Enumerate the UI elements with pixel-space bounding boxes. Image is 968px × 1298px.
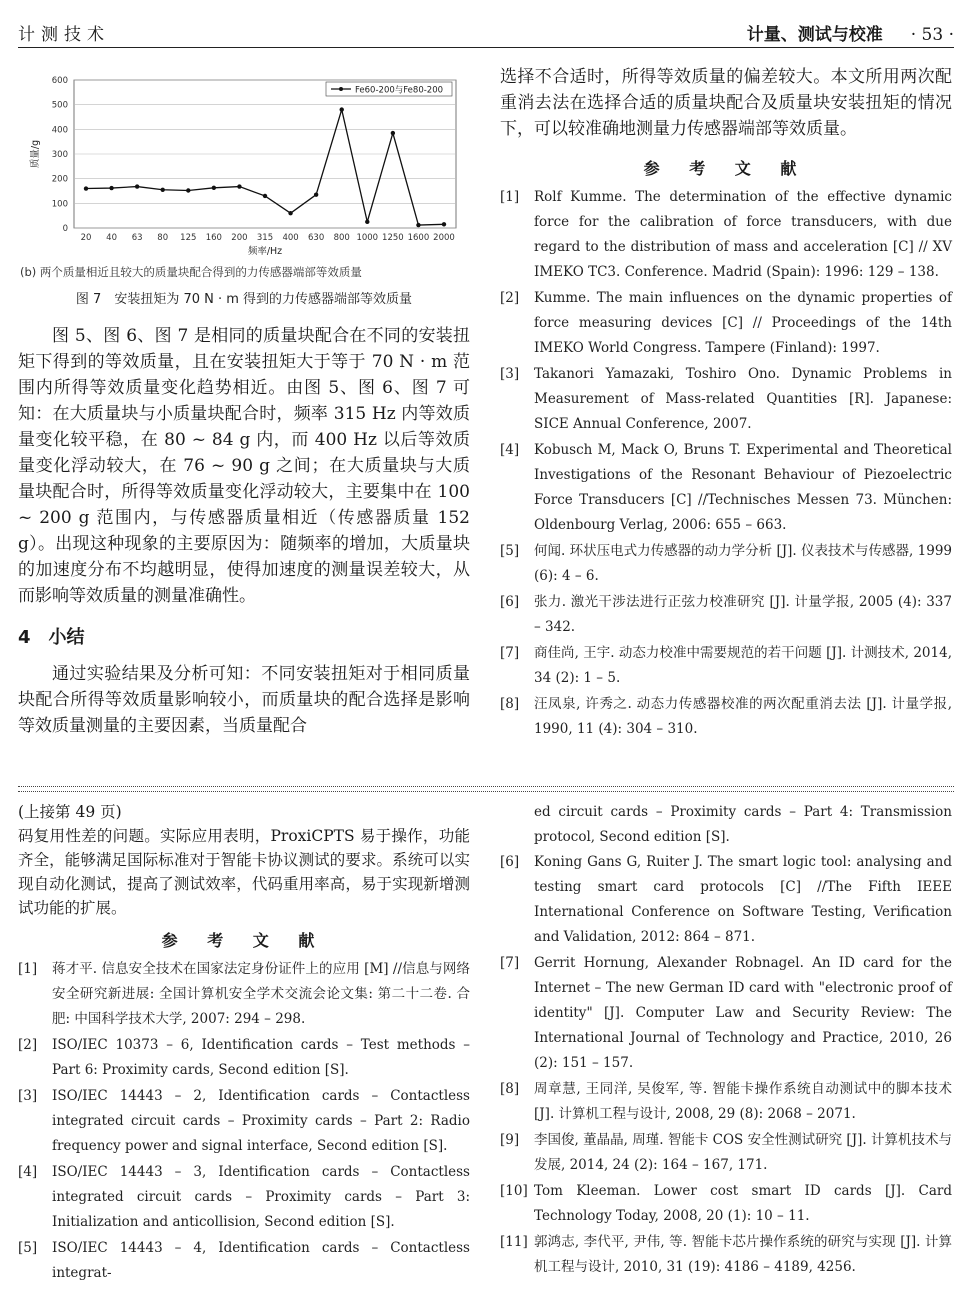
figure-caption: 图 7 安装扭矩为 70 N · m 得到的力传感器端部等效质量 (75, 292, 413, 307)
data-point (288, 211, 292, 215)
reference-number: [2] (18, 1037, 38, 1053)
reference-number: [3] (500, 366, 520, 382)
reference-item (500, 438, 952, 538)
reference-number: [5] (18, 1240, 38, 1256)
reference-text: 周章慧, 王同洋, 吴俊军, 等. 智能卡操作系统自动测试中的脚本技术 [J]. 计算机工程与设计, 2008, 29 (8): 2068 – 2071. (534, 1081, 952, 1122)
reference-number: [11] (500, 1234, 528, 1250)
body-paragraph-3: 选择不合适时，所得等效质量的偏差较大。本文所用两次配重消去法在选择合适的质量块配合及质量块安装扭矩的情况下，可以较准确地测量力传感器端部等效质量。 (500, 67, 952, 139)
reference-item (500, 850, 952, 950)
reference-text: 商佳尚, 王宇. 动态力校准中需要规范的若干问题 [J]. 计测技术, 2014, 34 (2): 1 – 5. (534, 645, 952, 686)
references-list-bottom-left (18, 957, 470, 1286)
x-tick-label: 2000 (433, 233, 455, 243)
article-divider (18, 786, 954, 792)
data-point (135, 184, 139, 188)
reference-item (500, 1128, 952, 1178)
reference-item (18, 1084, 470, 1159)
reference-number: [4] (18, 1164, 38, 1180)
data-point (109, 186, 113, 190)
right-column-top (500, 64, 952, 742)
y-tick-label: 200 (51, 174, 68, 185)
page-number: · 53 · (910, 25, 954, 45)
x-tick-label: 1250 (382, 233, 404, 243)
reference-number: [8] (500, 696, 520, 712)
reference-item (18, 1160, 470, 1235)
body-paragraph-2: 通过实验结果及分析可知：不同安装扭矩对于相同质量块配合所得等效质量影响较小，而质量块的配合选择是影响等效质量测量的主要因素，当质量配合 (18, 664, 470, 736)
reference-item (500, 539, 952, 589)
reference-number: [6] (500, 854, 520, 870)
reference-number: [10] (500, 1183, 528, 1199)
reference-item (500, 590, 952, 640)
x-tick-label: 1000 (356, 233, 379, 243)
body-paragraph-1: 图 5、图 6、图 7 是相同的质量块配合在不同的安装扭矩下得到的等效质量，且在安装扭矩大于等于 70 N · m 范围内所得等效质量变化趋势相近。由图 5、图 6、图 7 可知：在大质量块与小质量块配合时，频率 315 Hz 内等效质量变化较平稳，在 80 ~ 84 g 内，而 400 Hz 以后等效质量变化浮动较大，在 76 ~ 90 g 之间；在大质量块与大质量块配合时，所得等效质量变化浮动较大，主要集中在 100 ~ 200 g 范围内，与传感器质量相近（传感器质量 152 g）。出现这种现象的主要原因为：随频率的增加，大质量块的加速度分布不均越明显，使得加速度的测量误差较大，从而影响等效质量的测量准确性。 (18, 326, 470, 606)
reference-text: 李国俊, 董晶晶, 周瑾. 智能卡 COS 安全性测试研究 [J]. 计算机技术与发展, 2014, 24 (2): 164 – 167, 171. (534, 1132, 952, 1173)
x-tick-label: 1600 (407, 233, 430, 243)
legend-label: Fe60-200与Fe80-200 (355, 85, 444, 96)
line-chart (18, 60, 470, 260)
data-point (161, 188, 165, 192)
x-tick-label: 80 (157, 233, 169, 243)
reference-item (500, 1179, 952, 1229)
x-tick-label: 800 (333, 233, 350, 243)
reference-number: [2] (500, 290, 520, 306)
x-tick-label: 630 (308, 233, 325, 243)
data-point (416, 223, 420, 227)
figure-subcaption: (b) 两个质量相近且较大的质量块配合得到的力传感器端部等效质量 (20, 265, 362, 279)
reference-number: [1] (18, 961, 38, 977)
x-tick-label: 63 (131, 233, 143, 243)
data-point (365, 220, 369, 224)
reference-number: [5] (500, 543, 520, 559)
section-name: 计量、测试与校准 (746, 25, 883, 45)
reference-item (18, 1033, 470, 1083)
x-tick-label: 160 (205, 233, 222, 243)
reference-number: [6] (500, 594, 520, 610)
reference-text: ISO/IEC 14443 – 2, Identification cards – Contactless integrated circuit cards – Proximity cards – Part 2: Radio frequency power and signal interface, Second edition [S]. (52, 1088, 470, 1154)
x-tick-label: 200 (231, 233, 248, 243)
references-list-bottom-right (500, 850, 952, 1280)
reference-continuation: ed circuit cards – Proximity cards – Part 4: Transmission protocol, Second edition [S]. (534, 804, 952, 845)
series-line (86, 110, 444, 225)
x-tick-label: 400 (282, 233, 299, 243)
y-tick-label: 400 (51, 125, 68, 136)
y-tick-label: 100 (51, 199, 68, 210)
reference-text: Takanori Yamazaki, Toshiro Ono. Dynamic Problems in Measurement of Mass-related Quantities [R]. Japanese: SICE Annual Conference, 2007. (534, 366, 952, 432)
y-tick-label: 500 (51, 100, 68, 111)
left-column-top (18, 60, 470, 739)
y-tick-label: 0 (62, 224, 68, 234)
reference-text: Gerrit Hornung, Alexander Robnagel. An ID card for the Internet – The new German ID card with "electronic proof of identity" [J]. Computer Law and Security Review: The International Journal of Technology and Practice, 2010, 26 (2): 151 – 157. (534, 955, 952, 1071)
continued-label: (上接第 49 页) (18, 803, 122, 821)
x-tick-label: 125 (180, 233, 197, 243)
y-tick-label: 300 (51, 150, 68, 160)
references-list-top (500, 185, 952, 742)
reference-text: Kumme. The main influences on the dynamic properties of force measuring devices [C] // Proceedings of the 14th IMEKO World Congress. Tampere (Finland): 1997. (534, 290, 952, 356)
reference-text: 郭鸿志, 李代平, 尹伟, 等. 智能卡芯片操作系统的研究与实现 [J]. 计算机工程与设计, 2010, 31 (19): 4186 – 4189, 4256. (534, 1234, 952, 1275)
reference-number: [4] (500, 442, 520, 458)
journal-name: 计测技术 (18, 25, 110, 45)
reference-text: 汪凤泉, 许秀之. 动态力传感器校准的两次配重消去法 [J]. 计量学报, 1990, 11 (4): 304 – 310. (534, 696, 952, 737)
reference-number: [3] (18, 1088, 38, 1104)
data-point (263, 194, 267, 198)
reference-text: 蒋才平. 信息安全技术在国家法定身份证件上的应用 [M] //信息与网络安全研究新进展: 全国计算机安全学术交流会论文集: 第二十二卷. 合肥: 中国科学技术大学, 2007: 294 – 298. (52, 961, 470, 1027)
reference-item (500, 185, 952, 285)
data-point (237, 184, 241, 188)
reference-item (500, 362, 952, 437)
reference-text: Koning Gans G, Ruiter J. The smart logic tool: analysing and testing smart card protocols [C] //The Fifth IEEE International Conference on Software Testing, Verification and Validation, 2012: 864 – 871. (534, 854, 952, 945)
data-point (391, 131, 395, 135)
right-column-bottom (500, 800, 952, 1280)
left-column-bottom (18, 800, 470, 1286)
reference-item (500, 641, 952, 691)
reference-text: Rolf Kumme. The determination of the effective dynamic force for the calibration of force transducers, with due regard to the distribution of mass and acceleration [C] // XV IMEKO TC3. Conference. Madrid (Spain): 1996: 129 – 138. (534, 189, 952, 280)
data-point (84, 186, 88, 190)
section-title-header (747, 20, 954, 45)
reference-text: 何闻. 环状压电式力传感器的动力学分析 [J]. 仪表技术与传感器, 1999 (6): 4 – 6. (534, 543, 952, 584)
reference-text: ISO/IEC 14443 – 3, Identification cards – Contactless integrated circuit cards – Proximity cards – Part 3: Initialization and anticollision, Second edition [S]. (52, 1164, 470, 1230)
reference-item (18, 957, 470, 1032)
data-point (314, 193, 318, 197)
reference-item (500, 1077, 952, 1127)
reference-number: [1] (500, 189, 520, 205)
y-tick-label: 600 (51, 76, 68, 86)
x-tick-label: 315 (256, 233, 274, 243)
x-tick-label: 20 (80, 233, 92, 243)
data-point (340, 107, 344, 111)
data-point (186, 188, 190, 192)
x-axis-label: 频率/Hz (247, 246, 283, 257)
y-axis-label: 质量/g (30, 139, 41, 169)
references-heading-2: 参 考 文 献 (161, 931, 327, 950)
page-header (18, 0, 954, 48)
reference-text: Tom Kleeman. Lower cost smart ID cards [J]. Card Technology Today, 2008, 20 (1): 10 – 11. (534, 1183, 952, 1224)
data-point (212, 186, 216, 190)
references-heading: 参 考 文 献 (643, 159, 809, 178)
reference-text: Kobusch M, Mack O, Bruns T. Experimental and Theoretical Investigations of the Resonant Behaviour of Piezoelectric Force Transducers [C] //Technisches Messen 73. München: Oldenbourg Verlag, 2006: 655 – 663. (534, 442, 952, 533)
data-point (442, 222, 446, 226)
x-tick-label: 40 (106, 233, 117, 243)
reference-text: ISO/IEC 10373 – 6, Identification cards – Test methods – Part 6: Proximity cards, Second edition [S]. (52, 1037, 470, 1078)
figure-7b-chart (18, 60, 470, 260)
reference-text: 张力. 激光干涉法进行正弦力校准研究 [J]. 计量学报, 2005 (4): 337 – 342. (534, 594, 952, 635)
reference-item (500, 1230, 952, 1280)
legend-marker (339, 87, 343, 91)
reference-item (500, 692, 952, 742)
reference-number: [7] (500, 645, 520, 661)
reference-number: [8] (500, 1081, 520, 1097)
reference-item (500, 286, 952, 361)
reference-text: ISO/IEC 14443 – 4, Identification cards – Contactless integrat- (52, 1240, 470, 1281)
section-4-heading: 4 小结 (18, 627, 85, 648)
reference-number: [7] (500, 955, 520, 971)
continued-paragraph: 码复用性差的问题。实际应用表明，ProxiCPTS 易于操作，功能齐全，能够满足国际标准对于智能卡协议测试的要求。系统可以实现自动化测试，提高了测试效率，代码重用率高，易于实现新增测试功能的扩展。 (18, 827, 470, 917)
reference-number: [9] (500, 1132, 520, 1148)
reference-item (500, 951, 952, 1076)
reference-item (18, 1236, 470, 1286)
